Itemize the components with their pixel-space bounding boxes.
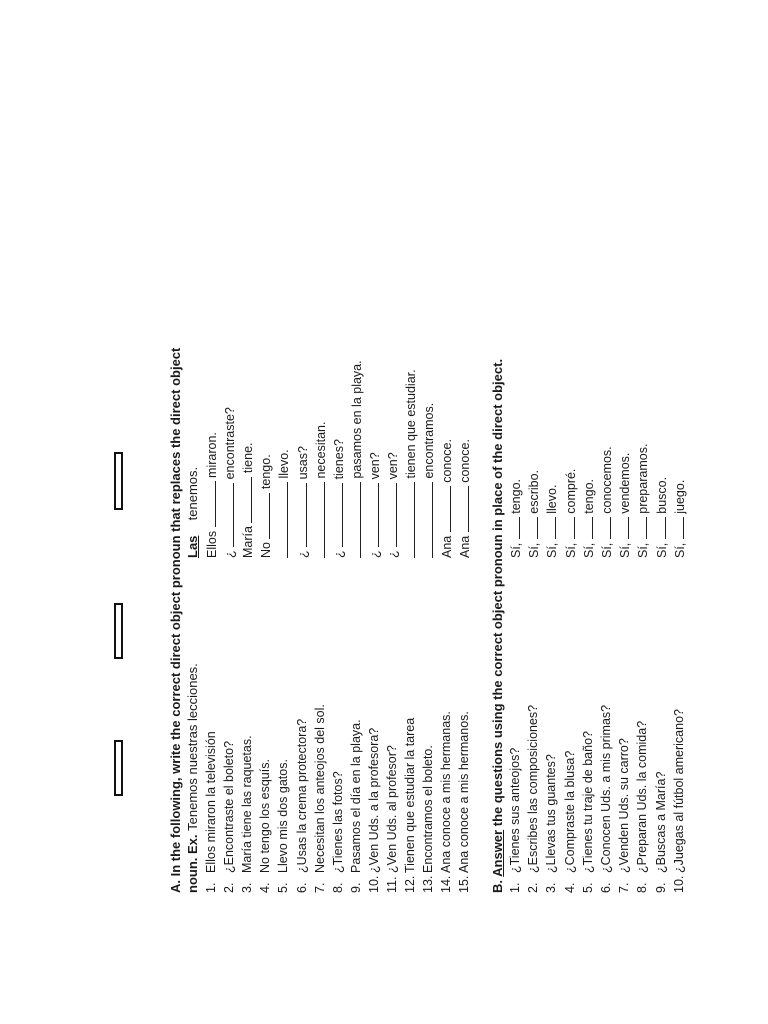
answer-suffix: compré.: [563, 468, 578, 518]
answer-blank[interactable]: [367, 483, 379, 547]
answer-suffix: tiene.: [241, 442, 256, 477]
example-answer: Las: [185, 535, 200, 558]
item-question: María tiene las raquetas.: [240, 735, 255, 873]
item-number: 11.: [385, 876, 399, 893]
item-question: Ellos miraron la televisión: [204, 731, 218, 873]
item-number: 7.: [617, 882, 632, 893]
part-a-instruction: [168, 348, 183, 893]
item-number: 8.: [330, 882, 345, 893]
answer-suffix: conoce.: [458, 439, 473, 487]
item-number: 4.: [258, 882, 273, 893]
item-question: No tengo los esquís.: [258, 759, 273, 873]
question-text: [349, 719, 363, 893]
answer-suffix: tengo.: [581, 479, 596, 518]
answer-blank[interactable]: [439, 486, 451, 532]
question-text: [367, 728, 381, 893]
question-text: [240, 735, 254, 893]
question-text: [421, 745, 435, 893]
answer-blank[interactable]: [654, 517, 666, 539]
answer-suffix: conoce.: [440, 439, 455, 487]
part-b-instruction: [490, 359, 505, 893]
question-text: [204, 731, 218, 893]
answer-line: [276, 449, 291, 558]
item-number: 2.: [526, 882, 541, 893]
item-question: ¿Preparan Uds. la comida?: [635, 720, 650, 873]
answer-suffix: juego.: [672, 479, 687, 518]
item-question: Tienen que estudiar la tarea: [403, 717, 418, 873]
answer-prefix: Sí,: [654, 539, 669, 558]
item-number: 12.: [403, 875, 418, 893]
answer-suffix: encontraste?: [223, 407, 238, 483]
question-text: [331, 771, 345, 893]
item-number: 10.: [366, 875, 381, 893]
answer-blank[interactable]: [204, 481, 216, 527]
item-question: ¿Buscas a María?: [653, 771, 668, 873]
answer-blank[interactable]: [672, 517, 684, 539]
answer-line: [349, 360, 364, 558]
answer-blank[interactable]: [313, 482, 325, 558]
question-text: [635, 721, 649, 893]
item-question: ¿Llevas tus guantes?: [544, 754, 559, 873]
question-text: [672, 709, 686, 893]
item-number: 9.: [348, 882, 363, 893]
example-answer-rest: tenemos.: [185, 466, 200, 521]
answer-prefix: Sí,: [600, 539, 614, 558]
answer-suffix: miraron.: [205, 432, 219, 482]
question-text: [403, 718, 417, 893]
answer-prefix: Ana: [458, 532, 473, 558]
answer-suffix: pasamos en la playa.: [349, 360, 364, 482]
answer-prefix: ¿: [331, 546, 346, 558]
item-question: Encontramos el boleto.: [421, 745, 436, 873]
answer-suffix: ven?: [367, 452, 382, 483]
item-question: ¿Ven Uds. al profesor?: [385, 745, 399, 873]
item-number: 9.: [653, 882, 668, 893]
answer-line: [439, 439, 454, 558]
item-question: Llevo mis dos gatos.: [276, 759, 291, 873]
answer-blank[interactable]: [403, 482, 415, 558]
answer-blank[interactable]: [349, 482, 361, 558]
answer-prefix: ¿: [367, 546, 382, 558]
answer-line: [295, 446, 310, 558]
answer-line: [526, 470, 541, 558]
question-text: [599, 705, 613, 893]
answer-prefix: Ellos: [205, 527, 219, 558]
answer-suffix: usas?: [295, 446, 310, 483]
answer-line: [331, 439, 346, 558]
worksheet: [168, 123, 687, 893]
answer-blank[interactable]: [258, 493, 270, 539]
answer-blank[interactable]: [581, 517, 593, 539]
item-number: 6.: [294, 882, 309, 893]
item-number: 2.: [222, 882, 237, 893]
answer-line: [654, 477, 669, 558]
answer-blank[interactable]: [526, 517, 538, 539]
answer-suffix: busco.: [654, 476, 669, 518]
item-question: Ana conoce a mis hermanas.: [439, 711, 454, 873]
part-a-example-row: [185, 123, 200, 893]
question-text: [276, 759, 290, 893]
item-number: 4.: [562, 882, 577, 893]
part-a-instruction-line1: A. In the following, write the correct direct object pronoun that replaces the direct object: [168, 347, 183, 893]
example-sentence: Tenemos nuestras lecciones.: [185, 663, 200, 831]
answer-line: [258, 454, 273, 558]
instruction-continuation: noun.: [185, 857, 200, 893]
answer-line: [617, 453, 632, 558]
answer-blank[interactable]: [599, 517, 611, 539]
question-text: [526, 705, 540, 893]
question-text: [581, 731, 595, 893]
item-number: 6.: [599, 882, 613, 893]
item-number: 14.: [439, 875, 454, 893]
answer-line: [508, 479, 523, 558]
question-text: [439, 711, 453, 893]
answer-prefix: Sí,: [672, 539, 687, 558]
question-text: [295, 719, 309, 893]
item-question: ¿Juegas al fútbol americano?: [671, 709, 686, 873]
item-number: 15.: [457, 875, 472, 893]
answer-prefix: Sí,: [636, 539, 651, 558]
answer-blank[interactable]: [508, 517, 520, 539]
answer-prefix: Sí,: [581, 539, 596, 558]
answer-suffix: encontramos.: [422, 402, 437, 482]
question-text: [563, 751, 577, 893]
answer-prefix: Sí,: [509, 539, 523, 558]
answer-line: [367, 452, 382, 558]
part-b-keyword: Answer: [490, 829, 505, 877]
item-question: ¿Tienes sus anteojos?: [508, 747, 522, 873]
answer-prefix: ¿: [295, 546, 310, 558]
item-question: ¿Encontraste el boleto?: [222, 740, 237, 873]
item-number: 5.: [276, 882, 291, 893]
answer-prefix: Sí,: [545, 539, 560, 558]
answer-line: [385, 452, 400, 558]
answer-prefix: Sí,: [563, 539, 578, 558]
item-number: 1.: [508, 882, 522, 893]
answer-suffix: tienen que estudiar.: [404, 369, 419, 482]
question-text: [508, 748, 522, 893]
answer-line: [421, 403, 436, 558]
item-number: 7.: [312, 882, 327, 893]
question-text: [385, 745, 399, 893]
answer-blank[interactable]: [222, 483, 234, 547]
answer-suffix: llevo.: [545, 484, 560, 518]
item-number: 13.: [421, 875, 436, 893]
answer-prefix: María: [241, 522, 256, 558]
answer-line: [635, 444, 650, 558]
answer-suffix: escribo.: [527, 469, 542, 518]
answer-prefix: Sí,: [527, 539, 542, 558]
item-question: ¿Escribes las composiciones?: [526, 704, 541, 873]
binder-hole-bottom: [114, 740, 123, 796]
answer-blank[interactable]: [331, 483, 343, 547]
question-text: [544, 754, 558, 893]
answer-blank[interactable]: [295, 483, 307, 547]
answer-line: [222, 407, 237, 558]
question-text: [222, 741, 236, 893]
example-answer-line: [185, 467, 200, 558]
item-number: 10.: [671, 875, 686, 893]
question-text: [617, 738, 631, 893]
answer-blank[interactable]: [617, 517, 629, 539]
answer-line: [563, 469, 578, 558]
item-question: ¿Usas la crema protectora?: [294, 718, 309, 873]
answer-blank[interactable]: [563, 517, 575, 539]
answer-line: [457, 439, 472, 558]
part-b-label: B.: [490, 880, 505, 893]
item-question: Ana conoce a mis hermanos.: [457, 711, 472, 873]
example-label: Ex.: [185, 834, 200, 854]
item-number: 3.: [240, 882, 255, 893]
answer-line: [240, 443, 255, 559]
answer-prefix: Ana: [440, 532, 455, 558]
item-question: Pasamos el día en la playa.: [348, 719, 363, 873]
answer-suffix: tienes?: [331, 439, 346, 483]
question-text: [654, 772, 668, 893]
answer-line: [599, 446, 614, 558]
answer-line: [313, 422, 328, 558]
answer-prefix: Sí,: [618, 539, 633, 558]
item-number: 3.: [544, 882, 559, 893]
answer-line: [581, 479, 596, 558]
answer-suffix: vendemos.: [618, 452, 633, 518]
answer-suffix: conocemos.: [600, 446, 614, 518]
question-text: [313, 704, 327, 893]
item-question: ¿Conocen Uds. a mis primas?: [599, 704, 613, 873]
answer-suffix: necesitan.: [313, 421, 328, 482]
answer-line: [204, 432, 219, 558]
answer-suffix: tengo.: [509, 479, 523, 518]
item-question: ¿Venden Uds. su carro?: [617, 738, 632, 873]
question-text: [457, 711, 471, 893]
item-question: ¿Tienes tu traje de baño?: [580, 731, 595, 873]
answer-line: [672, 480, 687, 558]
item-question: ¿Tienes las fotos?: [330, 771, 345, 873]
item-question: Necesitan los anteojos del sol.: [312, 704, 327, 873]
item-question: ¿Ven Uds. a la profesora?: [366, 727, 381, 873]
answer-blank[interactable]: [276, 482, 288, 558]
answer-prefix: ¿: [223, 546, 238, 558]
answer-prefix: No: [259, 538, 274, 558]
answer-suffix: preparamos.: [636, 443, 651, 518]
item-number: 5.: [580, 882, 595, 893]
answer-suffix: tengo.: [259, 454, 274, 493]
answer-blank[interactable]: [385, 483, 397, 547]
answer-suffix: ven?: [386, 452, 400, 483]
item-question: ¿Compraste la blusa?: [562, 750, 577, 873]
answer-blank[interactable]: [421, 482, 433, 558]
answer-line: [403, 369, 418, 558]
answer-line: [544, 485, 559, 558]
answer-prefix: ¿: [386, 546, 400, 558]
part-b-instruction-text: the questions using the correct object pronoun in place of the direct object.: [490, 358, 505, 827]
answer-blank[interactable]: [457, 486, 469, 532]
answer-suffix: llevo.: [277, 449, 292, 482]
answer-blank[interactable]: [240, 477, 252, 523]
answer-blank[interactable]: [544, 517, 556, 539]
binder-hole-middle: [114, 603, 123, 659]
question-text: [258, 759, 272, 893]
item-number: 8.: [635, 882, 650, 893]
answer-blank[interactable]: [635, 517, 647, 539]
binder-hole-top: [114, 452, 123, 510]
item-number: 1.: [204, 882, 218, 893]
